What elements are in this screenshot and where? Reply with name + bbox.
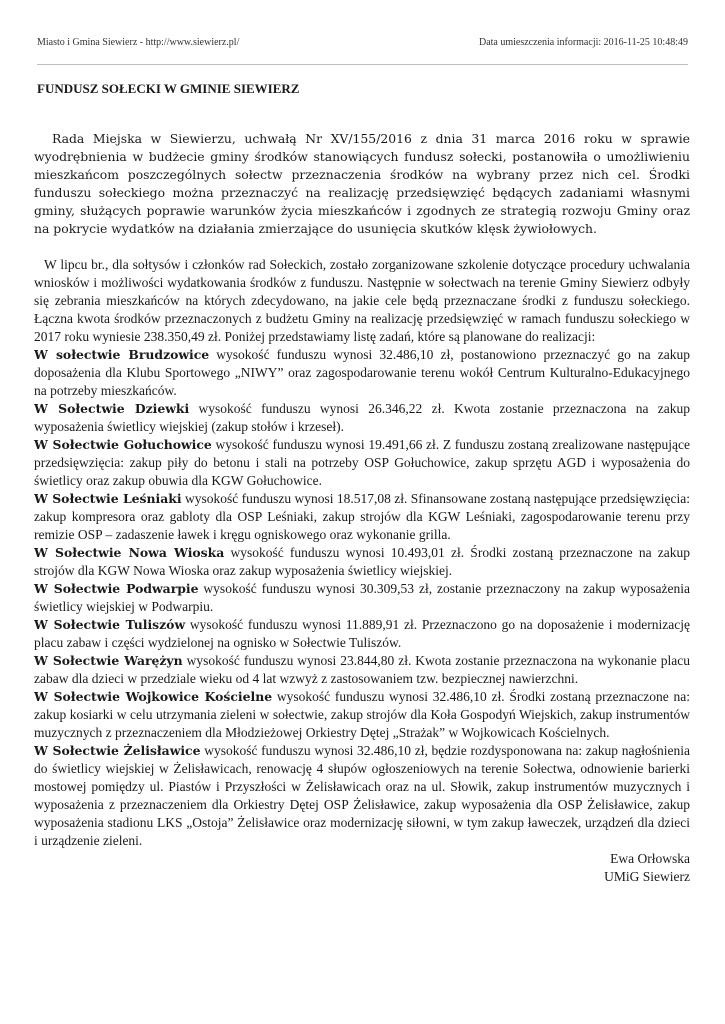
item-lead: W Sołectwie Wojkowice Kościelne — [34, 689, 273, 704]
item-text: wysokość funduszu wynosi 30.309,53 zł, zostanie przeznaczony na zakup wyposażenia świetlicy wiejskiej w Podwarpiu. — [34, 581, 690, 614]
item-lead: W Sołectwie Tuliszów — [34, 617, 186, 632]
list-item — [34, 490, 690, 544]
item-lead: W Sołectwie Leśniaki — [34, 491, 182, 506]
item-lead: W Sołectwie Żelisławice — [34, 743, 201, 758]
list-item — [34, 688, 690, 742]
item-text: wysokość funduszu wynosi 32.486,10 zł, będzie rozdysponowana na: zakup nagłośnienia do świetlicy wiejskiej w Żelisławicach, renowację 4 słupów ogłoszeniowych na terenie Sołectwa, odnowienie barierki mostowej pomiędzy ul. Piastów i Przyszłości w Żelisławicach oraz na ul. Słowik, zakup instrumentów muzycznych i wyposażenia z przeznaczeniem dla Orkiestry Dętej OSP Żelisławice, zakup wyposażenia dla OSP Żelisławice, zakup wyposażenia stadionu LKS „Ostoja” Żelisławice oraz modernizację siłowni, w tym zakup ławeczek, urządzeń dla dzieci i urządzenie zieleni. — [34, 743, 690, 848]
item-lead: W sołectwie Brudzowice — [34, 347, 210, 362]
item-text: wysokość funduszu wynosi 32.486,10 zł, postanowiono przeznaczyć go na zakup doposażenia dla Klubu Sportowego „NIWY” oraz zagospodarowanie terenu wokół Centrum Kulturalno-Edukacyjnego na potrzeby mieszkańców. — [34, 347, 691, 398]
item-text: wysokość funduszu wynosi 19.491,66 zł. Z funduszu zostaną zrealizowane następujące przedsięwzięcia: zakup piły do betonu i stali na potrzeby OSP Gołuchowice, zakup sprzętu AGD i wyposażenia do świetlicy oraz zakup obuwia dla KGW Gołuchowice. — [34, 437, 690, 488]
signature-org: UMiG Siewierz — [604, 869, 690, 884]
header-date: Data umieszczenia informacji: 2016-11-25 10:48:49 — [478, 37, 688, 48]
item-text: wysokość funduszu wynosi 10.493,01 zł. Środki zostaną przeznaczone na zakup strojów dla KGW Nowa Wioska oraz zakup wyposażenia świetlicy wiejskiej. — [34, 545, 690, 578]
list-item — [34, 346, 690, 400]
item-lead: W Sołectwie Nowa Wioska — [34, 545, 225, 560]
list-item — [34, 652, 690, 688]
page-title: FUNDUSZ SOŁECKI W GMINIE SIEWIERZ — [37, 81, 300, 96]
list-item — [34, 544, 690, 580]
intro-paragraph: Rada Miejska w Siewierzu, uchwałą Nr XV/155/2016 z dnia 31 marca 2016 roku w sprawie wyodrębnienia w budżecie gminy środków stanowiących fundusz sołecki, postanowiła o umożliwieniu mieszkańcom poszczególnych sołectw przeznaczenia środków na wybrany przez nich cel. Środki funduszu sołeckiego można przeznaczyć na realizację przedsięwzięć będących zadaniami własnymi gminy, służących poprawie warunków życia mieszkańców i zgodnych ze strategią rozwoju Gminy oraz na pokrycie wydatków na działania zmierzające do usunięcia skutków klęsk żywiołowych. — [34, 131, 690, 236]
item-lead: W Sołectwie Warężyn — [34, 653, 183, 668]
item-text: wysokość funduszu wynosi 26.346,22 zł. Kwota zostanie przeznaczona na zakup wyposażenia świetlicy wiejskiej (zakup stołów i krzeseł). — [34, 401, 691, 434]
list-item — [34, 580, 690, 616]
second-paragraph: W lipcu br., dla sołtysów i członków rad Sołeckich, zostało zorganizowane szkolenie dotyczące procedury uchwalania wniosków i możliwości wydatkowania środków z funduszu. Następnie w sołectwach na terenie Gminy Siewierz odbyły się zebrania mieszkańców na których zdecydowano, na jakie cele będą przeznaczane środki z funduszu sołeckiego. Łączna kwota środków przeznaczonych z budżetu Gminy na realizację przedsięwzięć w ramach funduszu sołeckiego w 2017 roku wyniesie 238.350,49 zł. Poniżej przedstawiamy listę zadań, które są planowane do realizacji: — [34, 257, 690, 344]
list-item — [34, 436, 690, 490]
item-lead: W Sołectwie Dziewki — [34, 401, 190, 416]
signature-name: Ewa Orłowska — [610, 851, 690, 866]
item-text: wysokość funduszu wynosi 11.889,91 zł. Przeznaczono go na doposażenie i modernizację placu zabaw i części wydzielonej na ognisko w Sołectwie Tuliszów. — [34, 617, 690, 650]
page-header — [37, 37, 688, 51]
item-text: wysokość funduszu wynosi 18.517,08 zł. Sfinansowane zostaną następujące przedsięwzięcia: zakup kompresora oraz gabloty dla OSP Leśniaki, zakup strojów dla KGW Leśniaki, zagospodarowanie terenu przy remizie OSP – zadaszenie ławek i kręgu ogniskowego oraz wykonanie grilla. — [34, 491, 690, 542]
list-item — [34, 742, 690, 850]
item-lead: W Sołectwie Podwarpie — [34, 581, 199, 596]
item-text: wysokość funduszu wynosi 23.844,80 zł. Kwota zostanie przeznaczona na wykonanie placu zabaw dla dzieci w przedziale wieku od 4 lat wzwyż z zastosowaniem tzw. bezpiecznej nawierzchni. — [34, 653, 691, 686]
article-body — [34, 130, 690, 886]
list-item — [34, 616, 690, 652]
header-divider — [37, 64, 688, 65]
item-lead: W Sołectwie Gołuchowice — [34, 437, 212, 452]
header-site: Miasto i Gmina Siewierz - http://www.siewierz.pl/ — [37, 37, 240, 48]
item-text: wysokość funduszu wynosi 32.486,10 zł. Środki zostaną przeznaczone na: zakup kosiarki w celu utrzymania zieleni w sołectwie, zakup strojów dla Koła Gospodyń Wiejskich, zakup instrumentów muzycznych z przeznaczeniem dla Młodzieżowej Orkiestry Dętej „Strażak” w Wojkowicach Kościelnych. — [34, 689, 690, 740]
list-item — [34, 400, 690, 436]
